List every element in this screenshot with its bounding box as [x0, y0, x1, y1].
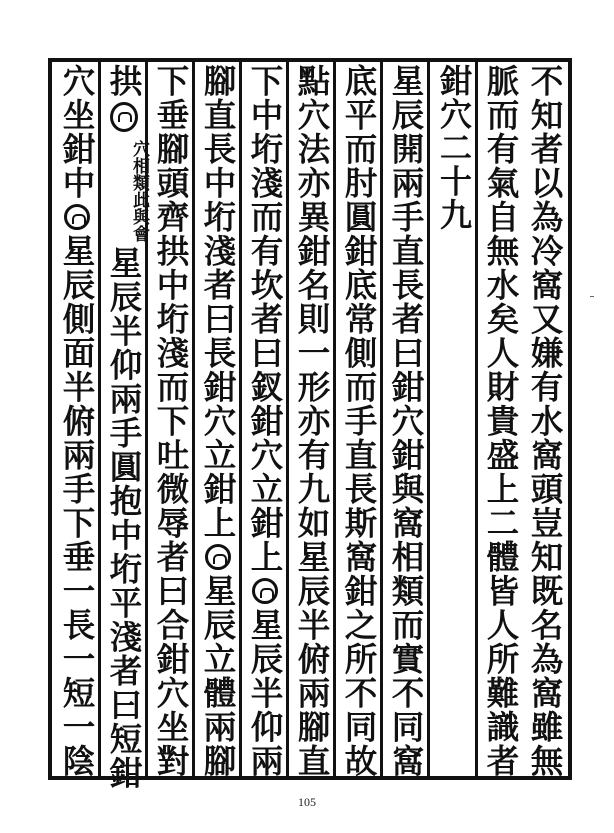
section-heading: 鉗穴二十九 — [435, 64, 473, 232]
column-text-part: 穴坐鉗中 — [58, 64, 97, 200]
text-column-1 — [522, 62, 569, 776]
column-text-part: 下中垳淺而有坎者曰釵鉗穴立鉗上 — [246, 64, 285, 574]
column-text: 點穴法亦異鉗名則一形亦有九如星辰半俯兩腳直 — [293, 64, 332, 778]
column-text-part: 腳直長中垳淺者曰長鉗穴立鉗上 — [199, 64, 238, 540]
section-heading-column — [430, 62, 477, 776]
text-column-7 — [242, 62, 289, 776]
column-text-part: 星辰半仰兩手圓抱中垳平淺者曰短鉗 — [105, 246, 144, 790]
text-column-11 — [54, 62, 101, 776]
column-text-part: 星辰立體兩腳 — [199, 574, 238, 778]
interlinear-note — [130, 140, 148, 242]
text-column-4 — [383, 62, 430, 776]
column-text — [195, 64, 242, 778]
pincer-symbol-icon — [252, 578, 278, 604]
column-text: 星辰開兩手直長者曰鉗穴鉗與窩相類而實不同窩 — [387, 64, 426, 778]
text-column-9 — [148, 62, 195, 776]
column-text — [54, 64, 101, 778]
column-text: 不知者以為冷窩又嫌有水窩頭豈知既名為窩雖無 — [526, 64, 565, 778]
page-number: 105 — [298, 795, 316, 809]
text-column-2 — [478, 62, 525, 776]
column-text — [242, 64, 289, 778]
column-text-part: 星辰半仰兩 — [246, 608, 285, 778]
note-right: 此與會 — [129, 191, 149, 242]
column-text-part: 星辰側面半俯兩手下垂一長一短一陰 — [58, 234, 97, 778]
note-left: 穴相類 — [129, 140, 149, 191]
nested-circle-symbol-icon — [110, 102, 138, 132]
column-text: 脈而有氣自無水矣人財貴盛上二體皆人所難識者 — [482, 64, 521, 778]
margin-mark — [590, 296, 594, 297]
column-text: 下垂腳頭齊拱中垳淺而下吐微辱者曰合鉗穴坐對 — [152, 64, 191, 778]
pincer-symbol-icon — [64, 204, 90, 230]
text-column-5 — [336, 62, 383, 776]
pincer-symbol-icon — [205, 544, 231, 570]
column-text: 底平而肘圓鉗底常側而手直長斯窩鉗之所不同故 — [340, 64, 379, 778]
text-column-6 — [289, 62, 336, 776]
page-frame — [48, 58, 572, 790]
text-column-10 — [101, 62, 149, 790]
text-column-8 — [195, 62, 242, 776]
column-text — [101, 64, 148, 790]
column-text-part: 拱 — [105, 64, 144, 98]
